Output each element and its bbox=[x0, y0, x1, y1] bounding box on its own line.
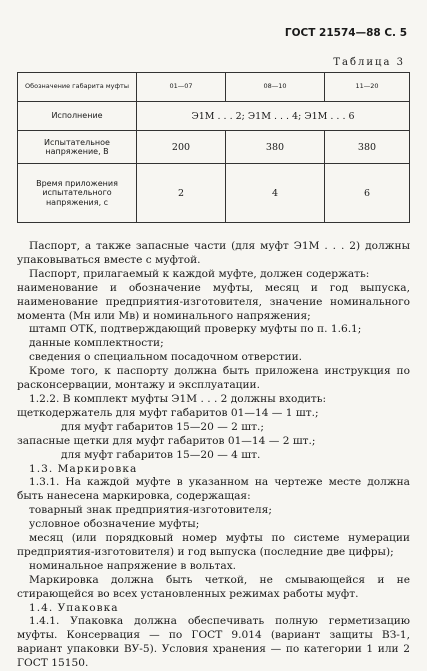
table-cell: 380 bbox=[325, 131, 410, 164]
table-row bbox=[18, 131, 410, 164]
section-heading: 1.4. Упаковка bbox=[29, 601, 119, 614]
column-header: 01—07 bbox=[137, 73, 226, 102]
paragraph: штамп ОТК, подтверждающий проверку муфты по п. 1.6.1; bbox=[29, 323, 362, 336]
row-label: Испытательное напряжение, В bbox=[18, 131, 137, 164]
paragraph: месяц (или порядковый номер муфты по системе нумерации предприятия-изготовителя) и год выпуска (последние две цифры); bbox=[17, 532, 410, 558]
paragraph: условное обозначение муфты; bbox=[29, 518, 200, 531]
column-header: 08—10 bbox=[226, 73, 325, 102]
table-header-row bbox=[18, 73, 410, 102]
paragraph: 1.3.1. На каждой муфте в указанном на чертеже месте должна быть нанесена маркировка, содержащая: bbox=[17, 476, 410, 503]
paragraph: наименование и обозначение муфты, месяц и год выпуска, наименование предприятия-изготовителя, значение номинального момента (Mн или Mв) и номинального напряжения; bbox=[17, 281, 410, 322]
page-header: ГОСТ 21574—88 С. 5 bbox=[284, 27, 407, 39]
document-body bbox=[17, 240, 410, 671]
table-row bbox=[18, 164, 410, 223]
column-header: 11—20 bbox=[325, 73, 410, 102]
paragraph: 1.4.1. Упаковка должна обеспечивать полную герметизацию муфты. Консервация — по ГОСТ 9.014 (вариант защиты ВЗ-1, вариант упаковки ВУ-5). Условия хранения — по категории 1 или 2 ГОСТ 15150. bbox=[17, 615, 410, 670]
row-label: Время приложения испытательного напряжения, с bbox=[18, 164, 137, 223]
kit-item: запасные щетки для муфт габаритов 01—14 — 2 шт.; bbox=[17, 434, 316, 447]
table-row bbox=[18, 102, 410, 131]
table-cell: 200 bbox=[137, 131, 226, 164]
table-cell: 4 bbox=[226, 164, 325, 223]
paragraph: Кроме того, к паспорту должна быть приложена инструкция по расконсервации, монтажу и эксплуатации. bbox=[17, 365, 410, 392]
paragraph: Паспорт, прилагаемый к каждой муфте, должен содержать: bbox=[29, 267, 370, 280]
table-cell: 2 bbox=[137, 164, 226, 223]
paragraph: Маркировка должна быть четкой, не смывающейся и не стирающейся во всех установленных режимах работы муфт. bbox=[17, 573, 410, 600]
paragraph: Паспорт, а также запасные части (для муфт Э1М . . . 2) должны упаковываться вместе с муфтой. bbox=[17, 240, 410, 266]
kit-item: для муфт габаритов 15—20 — 4 шт. bbox=[61, 448, 261, 461]
section-heading: 1.3. Маркировка bbox=[29, 462, 138, 475]
paragraph: номинальное напряжение в вольтах. bbox=[29, 559, 237, 572]
table-cell: 380 bbox=[226, 131, 325, 164]
data-table bbox=[17, 72, 410, 223]
kit-item: щеткодержатель для муфт габаритов 01—14 — 1 шт.; bbox=[17, 406, 319, 419]
paragraph: данные комплектности; bbox=[29, 337, 164, 350]
table-cell: Э1М . . . 2; Э1М . . . 4; Э1М . . . 6 bbox=[137, 102, 410, 131]
paragraph: сведения о специальном посадочном отверстии. bbox=[29, 351, 303, 364]
row-label: Исполнение bbox=[18, 102, 137, 131]
paragraph: товарный знак предприятия-изготовителя; bbox=[29, 504, 272, 517]
kit-item: для муфт габаритов 15—20 — 2 шт.; bbox=[61, 420, 264, 433]
column-header: Обозначение габарита муфты bbox=[18, 73, 137, 102]
table-caption: Таблица 3 bbox=[333, 57, 405, 68]
paragraph: 1.2.2. В комплект муфты Э1М . . . 2 должны входить: bbox=[29, 392, 327, 405]
table-cell: 6 bbox=[325, 164, 410, 223]
